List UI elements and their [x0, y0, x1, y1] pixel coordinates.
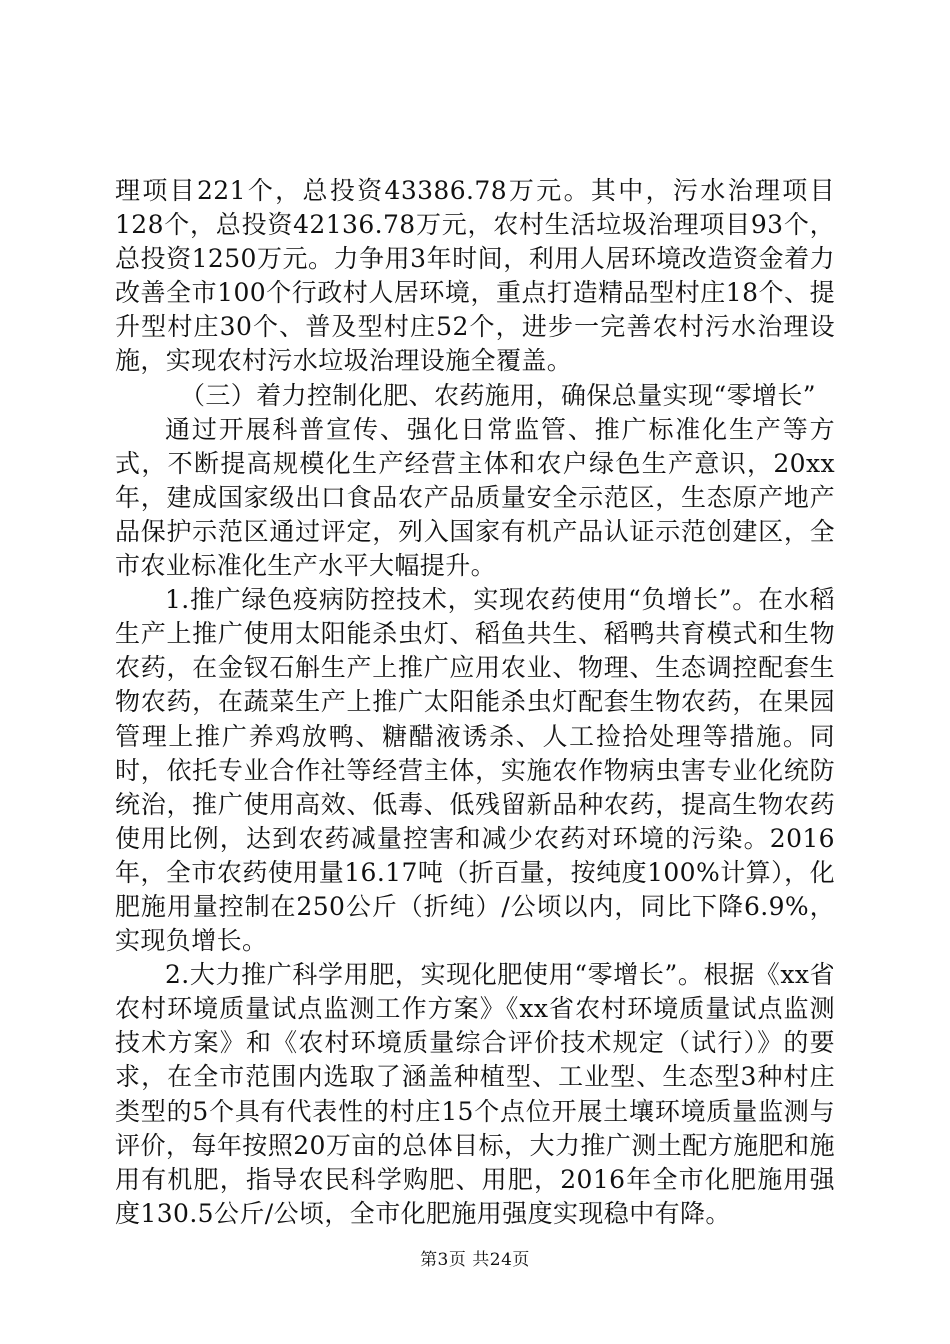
section-heading-three: （三）着力控制化肥、农药施用，确保总量实现“零增长” [180, 380, 816, 410]
document-body [115, 174, 835, 1231]
paragraph-intro: 通过开展科普宣传、强化日常监管、推广标准化生产等方式，不断提高规模化生产经营主体和农户绿色生产意识，20xx年，建成国家级出口食品农产品质量安全示范区，生态原产地产品保护示范区通过评定，列入国家有机产品认证示范创建区，全市农业标准化生产水平大幅提升。 [115, 414, 835, 581]
paragraph-pesticide: 1.推广绿色疫病防控技术，实现农药使用“负增长”。在水稻生产上推广使用太阳能杀虫灯、稻鱼共生、稻鸭共育模式和生物农药，在金钗石斛生产上推广应用农业、物理、生态调控配套生物农药，在蔬菜生产上推广太阳能杀虫灯配套生物农药，在果园管理上推广养鸡放鸭、糖醋液诱杀、人工捡拾处理等措施。同时，依托专业合作社等经营主体，实施农作物病虫害专业化统防统治，推广使用高效、低毒、低残留新品种农药，提高生物农药使用比例，达到农药减量控害和减少农药对环境的污染。2016年，全市农药使用量16.17吨（折百量，按纯度100%计算），化肥施用量控制在250公斤（折纯）/公顷以内，同比下降6.9%，实现负增长。 [115, 585, 835, 956]
paragraph-project-investment: 理项目221个，总投资43386.78万元。其中，污水治理项目128个，总投资42136.78万元，农村生活垃圾治理项目93个，总投资1250万元。力争用3年时间，利用人居环境改造资金着力改善全市100个行政村人居环境，重点打造精品型村庄18个、提升型村庄30个、普及型村庄52个，进步一完善农村污水治理设施，实现农村污水垃圾治理设施全覆盖。 [115, 176, 835, 376]
paragraph-fertilizer: 2.大力推广科学用肥，实现化肥使用“零增长”。根据《xx省农村环境质量试点监测工作方案》《xx省农村环境质量试点监测技术方案》和《农村环境质量综合评价技术规定（试行）》的要求，在全市范围内选取了涵盖种植型、工业型、生态型3种村庄类型的5个具有代表性的村庄15个点位开展土壤环境质量监测与评价，每年按照20万亩的总体目标，大力推广测土配方施肥和施用有机肥，指导农民科学购肥、用肥，2016年全市化肥施用强度130.5公斤/公顷，全市化肥施用强度实现稳中有降。 [115, 960, 835, 1228]
page-footer: 第3页 共24页 [420, 1250, 530, 1270]
